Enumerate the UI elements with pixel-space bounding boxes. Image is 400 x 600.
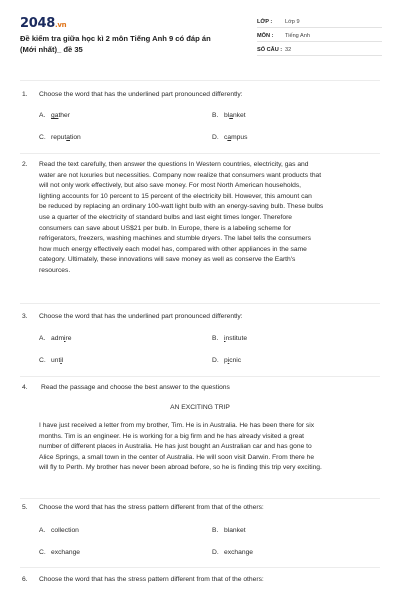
reading-passage: [39, 421, 378, 474]
question-3: [22, 312, 378, 372]
passage-line: how much energy effectively each model has, compared with other appliances in the same: [39, 245, 307, 253]
option-a[interactable]: A. gather: [39, 112, 70, 119]
passage-line: months. Tim is an engineer. He is working for a big firm and he has already visited a great: [39, 432, 305, 440]
page-header: [20, 12, 382, 58]
underlined-part: a: [229, 112, 233, 119]
passage-line: Read the text carefully, then answer the questions In Western countries, electricity, gas and: [39, 161, 309, 168]
passage-line: lighting accounts for 10 percent to 15 percent of the electricity bill. However, this amount can: [39, 192, 312, 200]
question-number: 4.: [22, 384, 28, 391]
question-number: 1.: [22, 91, 28, 98]
site-logo[interactable]: [20, 16, 66, 31]
passage-line: be reduced by replacing an ordinary 100-watt light bulb with an energy-saving bulb. These bulbs: [39, 203, 324, 211]
passage-line: resources.: [39, 266, 71, 274]
passage-line: number of different places in Australia. He has just bought an Australian car and has gone to: [39, 443, 312, 451]
question-number: 6.: [22, 576, 28, 583]
question-text: Choose the word that has the stress pattern different from that of the others:: [39, 504, 264, 511]
meta-label: MÔN :: [257, 32, 274, 39]
question-5: [22, 503, 378, 565]
question-number: 3.: [22, 313, 28, 320]
option-b[interactable]: B. blanket: [212, 527, 246, 534]
divider: [20, 498, 380, 499]
question-text: Choose the word that has the underlined part pronounced differently:: [39, 91, 243, 98]
underlined-part: ga: [51, 112, 59, 119]
underlined-part: a: [66, 134, 70, 141]
option-b[interactable]: B. institute: [212, 335, 248, 342]
passage-line: water are not luxuries but necessities. Company now realize that consumers want products that: [39, 171, 322, 179]
divider: [20, 376, 380, 377]
question-number: 2.: [22, 161, 28, 168]
question-2: [22, 160, 378, 290]
passage-title: AN EXCITING TRIP: [170, 404, 230, 411]
question-1: [22, 90, 378, 160]
meta-label: LỚP :: [257, 18, 273, 25]
question-number: 5.: [22, 504, 28, 511]
divider: [20, 303, 380, 304]
option-a[interactable]: A. collection: [39, 527, 79, 534]
question-6: [22, 575, 378, 589]
logo-text: 2048: [20, 16, 55, 31]
underlined-part: i: [60, 357, 62, 364]
divider: [20, 80, 380, 81]
option-c[interactable]: C. reputation: [39, 134, 81, 141]
passage-line: refrigerators, freezers, washing machines and stumble dryers. The label tells the consumers: [39, 235, 311, 243]
question-text: Read the passage and choose the best answer to the questions: [41, 384, 230, 391]
option-a[interactable]: A. admire: [39, 335, 72, 342]
divider: [20, 153, 380, 154]
passage-line: consumers can save about US$21 per bulb. In Europe, there is a labeling scheme for: [39, 224, 292, 232]
underlined-part: i: [64, 335, 66, 342]
passage-line: I have just received a letter from my brother, Tim. He is in Australia. He has been there for six: [39, 422, 315, 429]
question-text: Choose the word that has the stress pattern different from that of the others:: [39, 576, 264, 583]
passage-line: category. Ultimately, these innovations will save money as well as conserve the Earth's: [39, 256, 296, 264]
passage-line: will fly to Perth. My brother has never been abroad before, so he is finding this trip very exciting.: [39, 464, 322, 472]
logo-suffix: .vn: [54, 21, 67, 29]
document-meta: [257, 16, 382, 58]
underlined-part: a: [227, 134, 232, 141]
passage-line: will not only work effectively, but also save money. For most North American households,: [39, 182, 302, 190]
option-c[interactable]: C. until: [39, 357, 64, 364]
option-c[interactable]: C. exchange: [39, 549, 81, 556]
reading-passage: [39, 160, 378, 277]
option-b[interactable]: B. blanket: [212, 112, 246, 119]
meta-row-grade: [257, 16, 382, 28]
question-text: Choose the word that has the underlined part pronounced differently:: [39, 313, 243, 320]
underlined-part: i: [227, 357, 230, 364]
meta-value: Lớp 9: [285, 18, 300, 25]
passage-line: use a quarter of the electricity of standard bulbs and last eight times longer. Therefore: [39, 213, 293, 221]
option-d[interactable]: D. picnic: [212, 357, 242, 364]
passage-line: Alice Springs, a small town in the center of Australia. He will soon visit Darwin. From there he: [39, 453, 315, 461]
meta-value: Tiếng Anh: [285, 32, 310, 39]
question-4: [22, 383, 378, 493]
divider: [20, 567, 380, 568]
underlined-part: i: [224, 335, 226, 342]
meta-row-subject: [257, 30, 382, 42]
option-d[interactable]: D. campus: [212, 134, 248, 141]
meta-value: 32: [285, 46, 292, 53]
meta-label: SỐ CÂU :: [257, 46, 283, 53]
meta-row-count: [257, 44, 382, 56]
option-d[interactable]: D. exchange: [212, 549, 254, 556]
document-title: Đề kiểm tra giữa học kì 2 môn Tiếng Anh 9 có đáp án (Mới nhất)_ đề 35: [20, 34, 211, 54]
